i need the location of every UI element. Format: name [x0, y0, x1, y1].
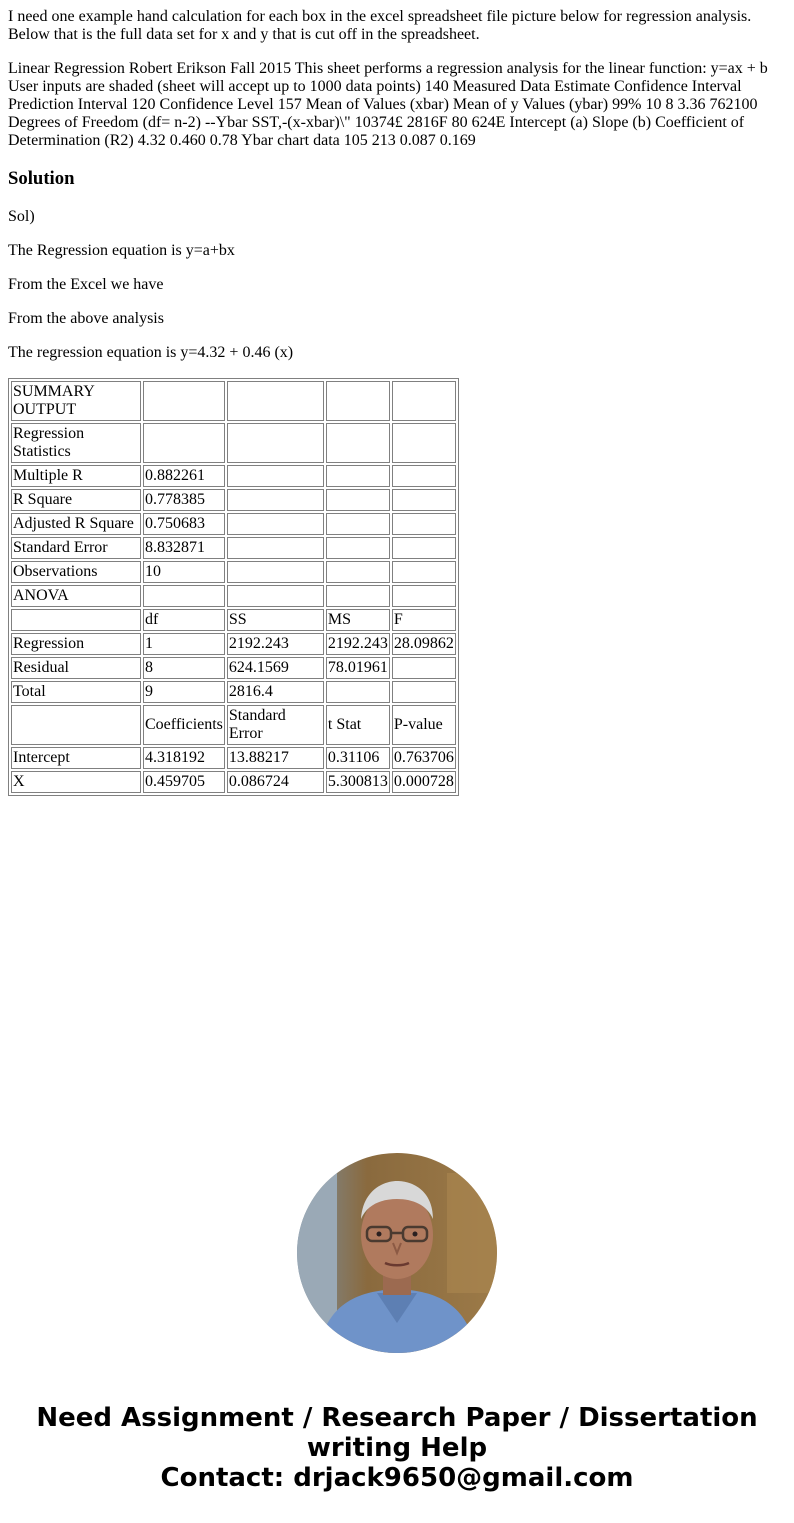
table-row: [11, 705, 456, 745]
table-cell: Intercept: [11, 747, 141, 769]
table-cell: [11, 705, 141, 745]
table-cell: t Stat: [326, 705, 390, 745]
table-cell: Adjusted R Square: [11, 513, 141, 535]
table-cell: 0.086724: [227, 771, 324, 793]
table-cell: 2192.243: [227, 633, 324, 655]
table-cell: [392, 489, 456, 511]
table-row: [11, 609, 456, 631]
table-cell: [227, 489, 324, 511]
summary-table-body: [11, 381, 456, 793]
table-cell: X: [11, 771, 141, 793]
table-cell: [392, 561, 456, 583]
footer-line: Need Assignment / Research Paper / Dissertation: [36, 1403, 758, 1433]
table-cell: [392, 465, 456, 487]
document: [8, 0, 778, 796]
table-cell: Regression Statistics: [11, 423, 141, 463]
table-row: [11, 489, 456, 511]
table-cell: 78.01961: [326, 657, 390, 679]
solution-line: From the Excel we have: [8, 276, 164, 293]
table-cell: [227, 585, 324, 607]
table-cell: [143, 423, 225, 463]
table-cell: SUMMARY OUTPUT: [11, 381, 141, 421]
table-cell: [326, 537, 390, 559]
table-cell: [326, 585, 390, 607]
table-cell: [326, 423, 390, 463]
table-cell: Total: [11, 681, 141, 703]
table-cell: [392, 585, 456, 607]
table-cell: 0.31106: [326, 747, 390, 769]
table-row: [11, 585, 456, 607]
table-cell: [11, 609, 141, 631]
table-cell: Residual: [11, 657, 141, 679]
table-cell: 8: [143, 657, 225, 679]
table-cell: 624.1569: [227, 657, 324, 679]
table-cell: [392, 657, 456, 679]
table-cell: [392, 537, 456, 559]
table-cell: 4.318192: [143, 747, 225, 769]
table-row: [11, 681, 456, 703]
table-cell: 2192.243: [326, 633, 390, 655]
table-cell: [392, 423, 456, 463]
table-cell: [326, 465, 390, 487]
table-cell: Observations: [11, 561, 141, 583]
table-row: [11, 465, 456, 487]
question-image-text: Linear Regression Robert Erikson Fall 2015 This sheet performs a regression analysis for the linear function: y=ax + b User inputs are shaded (sheet will accept up to 1000 data points) 140 Measured Data Estimate Confidence Interval Prediction Interval 120 Confidence Level 157 Mean of Values (xbar) Mean of y Values (ybar) 99% 10 8 3.36 762100 Degrees of Freedom (df= n-2) --Ybar SST,-(x-xbar)\" 10374£ 2816F 80 624E Intercept (a) Slope (b) Coefficient of Determination (R2) 4.32 0.460 0.78 Ybar chart data 105 213 0.087 0.169: [8, 60, 768, 149]
table-row: [11, 423, 456, 463]
table-cell: [227, 513, 324, 535]
table-cell: [227, 423, 324, 463]
table-cell: [392, 381, 456, 421]
table-cell: [326, 681, 390, 703]
table-row: [11, 657, 456, 679]
table-cell: SS: [227, 609, 324, 631]
table-cell: 0.763706: [392, 747, 456, 769]
table-cell: P-value: [392, 705, 456, 745]
table-cell: 0.000728: [392, 771, 456, 793]
table-row: [11, 537, 456, 559]
table-row: [11, 633, 456, 655]
footer-banner: [0, 1403, 794, 1493]
author-photo: [297, 1153, 497, 1353]
person-portrait-icon: [297, 1153, 497, 1353]
table-cell: R Square: [11, 489, 141, 511]
table-cell: 0.778385: [143, 489, 225, 511]
table-cell: Standard Error: [11, 537, 141, 559]
table-row: [11, 771, 456, 793]
table-cell: [227, 561, 324, 583]
table-cell: [143, 381, 225, 421]
table-cell: 0.750683: [143, 513, 225, 535]
table-cell: 0.882261: [143, 465, 225, 487]
solution-line: From the above analysis: [8, 310, 164, 327]
table-cell: 28.09862: [392, 633, 456, 655]
table-cell: ANOVA: [11, 585, 141, 607]
solution-heading: Solution: [8, 168, 75, 189]
table-cell: Regression: [11, 633, 141, 655]
table-cell: F: [392, 609, 456, 631]
table-cell: [392, 513, 456, 535]
table-cell: [326, 381, 390, 421]
table-row: [11, 747, 456, 769]
table-cell: [227, 465, 324, 487]
solution-line: Sol): [8, 208, 35, 225]
table-cell: MS: [326, 609, 390, 631]
table-row: [11, 381, 456, 421]
question-intro: I need one example hand calculation for each box in the excel spreadsheet file picture below for regression analysis. Below that is the full data set for x and y that is cut off in the spreadsheet.: [8, 8, 752, 43]
solution-line: The regression equation is y=4.32 + 0.46 (x): [8, 344, 294, 361]
table-row: [11, 513, 456, 535]
summary-output-table: [8, 378, 459, 796]
table-cell: 2816.4: [227, 681, 324, 703]
table-cell: 5.300813: [326, 771, 390, 793]
table-cell: 0.459705: [143, 771, 225, 793]
table-cell: 10: [143, 561, 225, 583]
table-cell: [227, 537, 324, 559]
table-cell: [326, 489, 390, 511]
table-cell: 9: [143, 681, 225, 703]
table-cell: Standard Error: [227, 705, 324, 745]
table-cell: Coefficients: [143, 705, 225, 745]
table-cell: [326, 561, 390, 583]
table-cell: [326, 513, 390, 535]
table-cell: 8.832871: [143, 537, 225, 559]
table-cell: 13.88217: [227, 747, 324, 769]
table-cell: 1: [143, 633, 225, 655]
footer-line: writing Help: [306, 1433, 488, 1463]
solution-line: The Regression equation is y=a+bx: [8, 242, 235, 259]
footer-contact: Contact: drjack9650@gmail.com: [160, 1463, 634, 1493]
table-cell: [392, 681, 456, 703]
table-cell: df: [143, 609, 225, 631]
table-cell: [227, 381, 324, 421]
table-cell: Multiple R: [11, 465, 141, 487]
table-row: [11, 561, 456, 583]
table-cell: [143, 585, 225, 607]
